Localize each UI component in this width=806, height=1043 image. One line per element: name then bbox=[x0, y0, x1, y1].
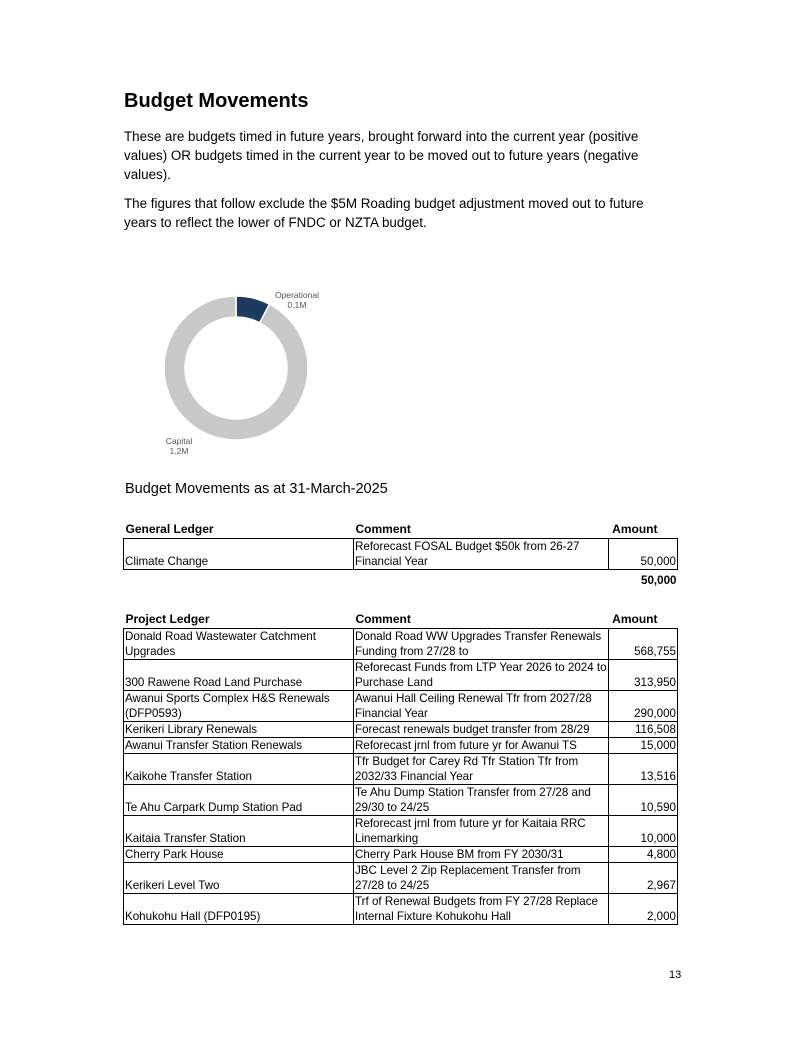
operational-slice-label: Operational bbox=[275, 290, 319, 300]
table-row bbox=[124, 738, 678, 754]
comment-cell: Reforecast jrnl from future yr for Kaitaia RRC Linemarking bbox=[354, 816, 609, 847]
ledger-cell: Climate Change bbox=[124, 539, 354, 570]
amount-cell: 2,967 bbox=[609, 863, 678, 894]
table-row bbox=[124, 691, 678, 722]
amount-cell: 50,000 bbox=[609, 539, 678, 570]
table-row bbox=[124, 894, 678, 925]
ledger-cell: Kohukohu Hall (DFP0195) bbox=[124, 894, 354, 925]
ledger-cell: Awanui Transfer Station Renewals bbox=[124, 738, 354, 754]
amount-cell: 568,755 bbox=[609, 629, 678, 660]
intro-paragraph: These are budgets timed in future years, brought forward into the current year (positive values) OR budgets timed in the current year to be moved out to future years (negative values). bbox=[124, 129, 639, 182]
comment-cell: Reforecast Funds from LTP Year 2026 to 2024 to Purchase Land bbox=[355, 661, 607, 689]
page-title: Budget Movements bbox=[124, 90, 309, 112]
capital-slice bbox=[164, 296, 308, 440]
comment-cell: Donald Road WW Upgrades Transfer Renewals Funding from 27/28 to bbox=[354, 629, 609, 660]
table-row bbox=[124, 863, 678, 894]
amount-cell: 10,000 bbox=[609, 816, 678, 847]
comment-cell: Cherry Park House BM from FY 2030/31 bbox=[354, 847, 609, 863]
project-ledger-table bbox=[123, 608, 678, 925]
amount-cell: 15,000 bbox=[609, 738, 678, 754]
table-row bbox=[124, 539, 678, 570]
capital-slice-value: 1.2M bbox=[169, 446, 189, 456]
ledger-cell: Awanui Sports Complex H&S Renewals (DFP0593) bbox=[124, 691, 354, 722]
table-row bbox=[124, 629, 678, 660]
ledger-cell: Kaikohe Transfer Station bbox=[124, 754, 354, 785]
ledger-cell: Kaitaia Transfer Station bbox=[124, 816, 354, 847]
ledger-cell: Kerikeri Level Two bbox=[124, 863, 354, 894]
column-header-project-ledger: Project Ledger bbox=[125, 612, 210, 626]
donut-slices bbox=[164, 296, 308, 440]
total-amount: 50,000 bbox=[641, 574, 677, 587]
comment-cell: Reforecast FOSAL Budget $50k from 26-27 Financial Year bbox=[354, 539, 609, 570]
ledger-cell: Te Ahu Carpark Dump Station Pad bbox=[124, 785, 354, 816]
amount-cell: 10,590 bbox=[609, 785, 678, 816]
amount-cell: 4,800 bbox=[609, 847, 678, 863]
table-row bbox=[124, 785, 678, 816]
total-row bbox=[124, 570, 678, 589]
amount-cell: 313,950 bbox=[609, 660, 678, 691]
general-ledger-table bbox=[123, 518, 678, 588]
operational-slice-value: 0.1M bbox=[287, 300, 307, 310]
column-header-comment: Comment bbox=[355, 612, 411, 626]
ledger-cell: Cherry Park House bbox=[124, 847, 354, 863]
capital-slice-label: Capital bbox=[165, 436, 193, 446]
table-row bbox=[124, 722, 678, 738]
column-header-general-ledger: General Ledger bbox=[125, 522, 214, 536]
comment-cell: Awanui Hall Ceiling Renewal Tfr from 2027/28 Financial Year bbox=[354, 691, 609, 722]
table-row bbox=[124, 754, 678, 785]
column-header-comment: Comment bbox=[355, 522, 411, 536]
amount-cell: 2,000 bbox=[609, 894, 678, 925]
comment-cell: Forecast renewals budget transfer from 28/29 bbox=[354, 722, 609, 738]
column-header-amount: Amount bbox=[612, 612, 658, 626]
ledger-cell: Kerikeri Library Renewals bbox=[124, 722, 354, 738]
budget-split-donut-chart bbox=[140, 280, 360, 460]
table-row bbox=[124, 847, 678, 863]
amount-cell: 116,508 bbox=[609, 722, 678, 738]
table-row bbox=[124, 660, 678, 691]
exclusion-note-paragraph: The figures that follow exclude the $5M Roading budget adjustment moved out to future years to reflect the lower of FNDC or NZTA budget. bbox=[124, 196, 644, 230]
comment-cell: Te Ahu Dump Station Transfer from 27/28 and 29/30 to 24/25 bbox=[354, 785, 609, 816]
comment-cell: JBC Level 2 Zip Replacement Transfer from 27/28 to 24/25 bbox=[354, 863, 609, 894]
table-caption: Budget Movements as at 31-March-2025 bbox=[125, 481, 388, 497]
column-header-amount: Amount bbox=[612, 522, 658, 536]
table-row bbox=[124, 816, 678, 847]
ledger-cell: Donald Road Wastewater Catchment Upgrades bbox=[124, 629, 354, 660]
amount-cell: 290,000 bbox=[609, 691, 678, 722]
page-number: 13 bbox=[669, 969, 682, 981]
comment-cell: Trf of Renewal Budgets from FY 27/28 Replace Internal Fixture Kohukohu Hall bbox=[354, 894, 609, 925]
ledger-cell: 300 Rawene Road Land Purchase bbox=[124, 660, 354, 691]
comment-cell: Tfr Budget for Carey Rd Tfr Station Tfr from 2032/33 Financial Year bbox=[354, 754, 609, 785]
comment-cell: Reforecast jrnl from future yr for Awanui TS bbox=[354, 738, 609, 754]
amount-cell: 13,516 bbox=[609, 754, 678, 785]
